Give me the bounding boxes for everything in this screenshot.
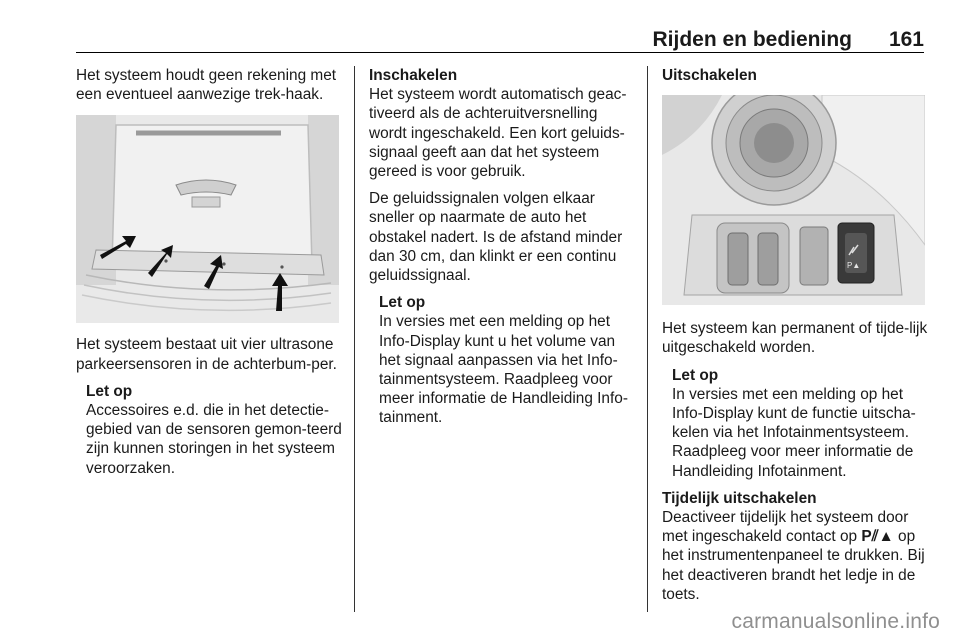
svg-text:P▲: P▲ bbox=[847, 261, 861, 271]
column-2 bbox=[369, 66, 637, 428]
page-number: 161 bbox=[888, 28, 924, 51]
rear-bumper-illustration bbox=[76, 115, 339, 323]
note-title: Let op bbox=[672, 366, 719, 384]
paragraph-activation: Het systeem wordt automatisch geac-tiveerd als de achteruitversnelling wordt ingeschakeld. Een kort geluids-signaal geeft aan dat het systeem gereed is voor gebruik. bbox=[369, 86, 627, 181]
sub-heading: Tijdelijk uitschakelen bbox=[662, 489, 817, 507]
column-divider-right bbox=[647, 66, 648, 612]
page-title: Rijden en bediening bbox=[652, 28, 852, 51]
watermark: carmanualsonline.info bbox=[731, 610, 940, 633]
body-paragraph: Het systeem kan permanent of tijde-lijk uitgeschakeld worden. bbox=[662, 320, 928, 357]
section-heading: Inschakelen bbox=[369, 67, 458, 84]
note-text: In versies met een melding op het Info-Display kunt u het volume van het signaal aanpassen via het Info-tainmentsysteem. Raadpleeg voor meer informatie de Handleiding Info-tainment. bbox=[379, 313, 628, 427]
note-block bbox=[379, 293, 637, 427]
paragraph-signals: De geluidssignalen volgen elkaar sneller op naarmate de auto het obstakel nadert. Is de afstand minder dan 30 cm, dan klinkt er een continu geluidssignaal. bbox=[369, 190, 623, 285]
note-block bbox=[672, 366, 930, 481]
note-text: In versies met een melding op het Info-Display kunt de functie uitscha-kelen via het Infotainmentsysteem. Raadpleeg voor meer informatie de Handleiding Infotainment. bbox=[672, 385, 916, 480]
note-block bbox=[86, 382, 342, 478]
intro-paragraph: Het systeem houdt geen rekening met een eventueel aanwezige trek-haak. bbox=[76, 67, 337, 104]
paragraph-temporary-off bbox=[662, 508, 930, 604]
column-3 bbox=[662, 66, 930, 604]
column-divider-left bbox=[354, 66, 355, 612]
column-1 bbox=[76, 66, 342, 478]
body-paragraph: Het systeem bestaat uit vier ultrasone parkeersensoren in de achterbum-per. bbox=[76, 336, 337, 373]
dashboard-switch-figure bbox=[662, 95, 925, 305]
dashboard-switch-illustration bbox=[662, 95, 925, 305]
note-title: Let op bbox=[379, 294, 426, 312]
note-title: Let op bbox=[86, 382, 133, 400]
parking-assist-button-icon: P⫽▲ bbox=[861, 528, 894, 546]
paragraph-text-post: op het instrumentenpaneel te drukken. Bij het deactiveren brandt het ledje in de toets. bbox=[662, 528, 925, 603]
note-text: Accessoires e.d. die in het detectie-gebied van de sensoren gemon-teerd zijn kunnen storingen in het systeem veroorzaken. bbox=[86, 402, 342, 477]
page-header bbox=[76, 24, 924, 53]
section-heading: Uitschakelen bbox=[662, 67, 757, 84]
rear-bumper-sensors-figure bbox=[76, 115, 339, 323]
paragraph-text-pre: Deactiveer tijdelijk het systeem door met ingeschakeld contact op bbox=[662, 509, 909, 546]
